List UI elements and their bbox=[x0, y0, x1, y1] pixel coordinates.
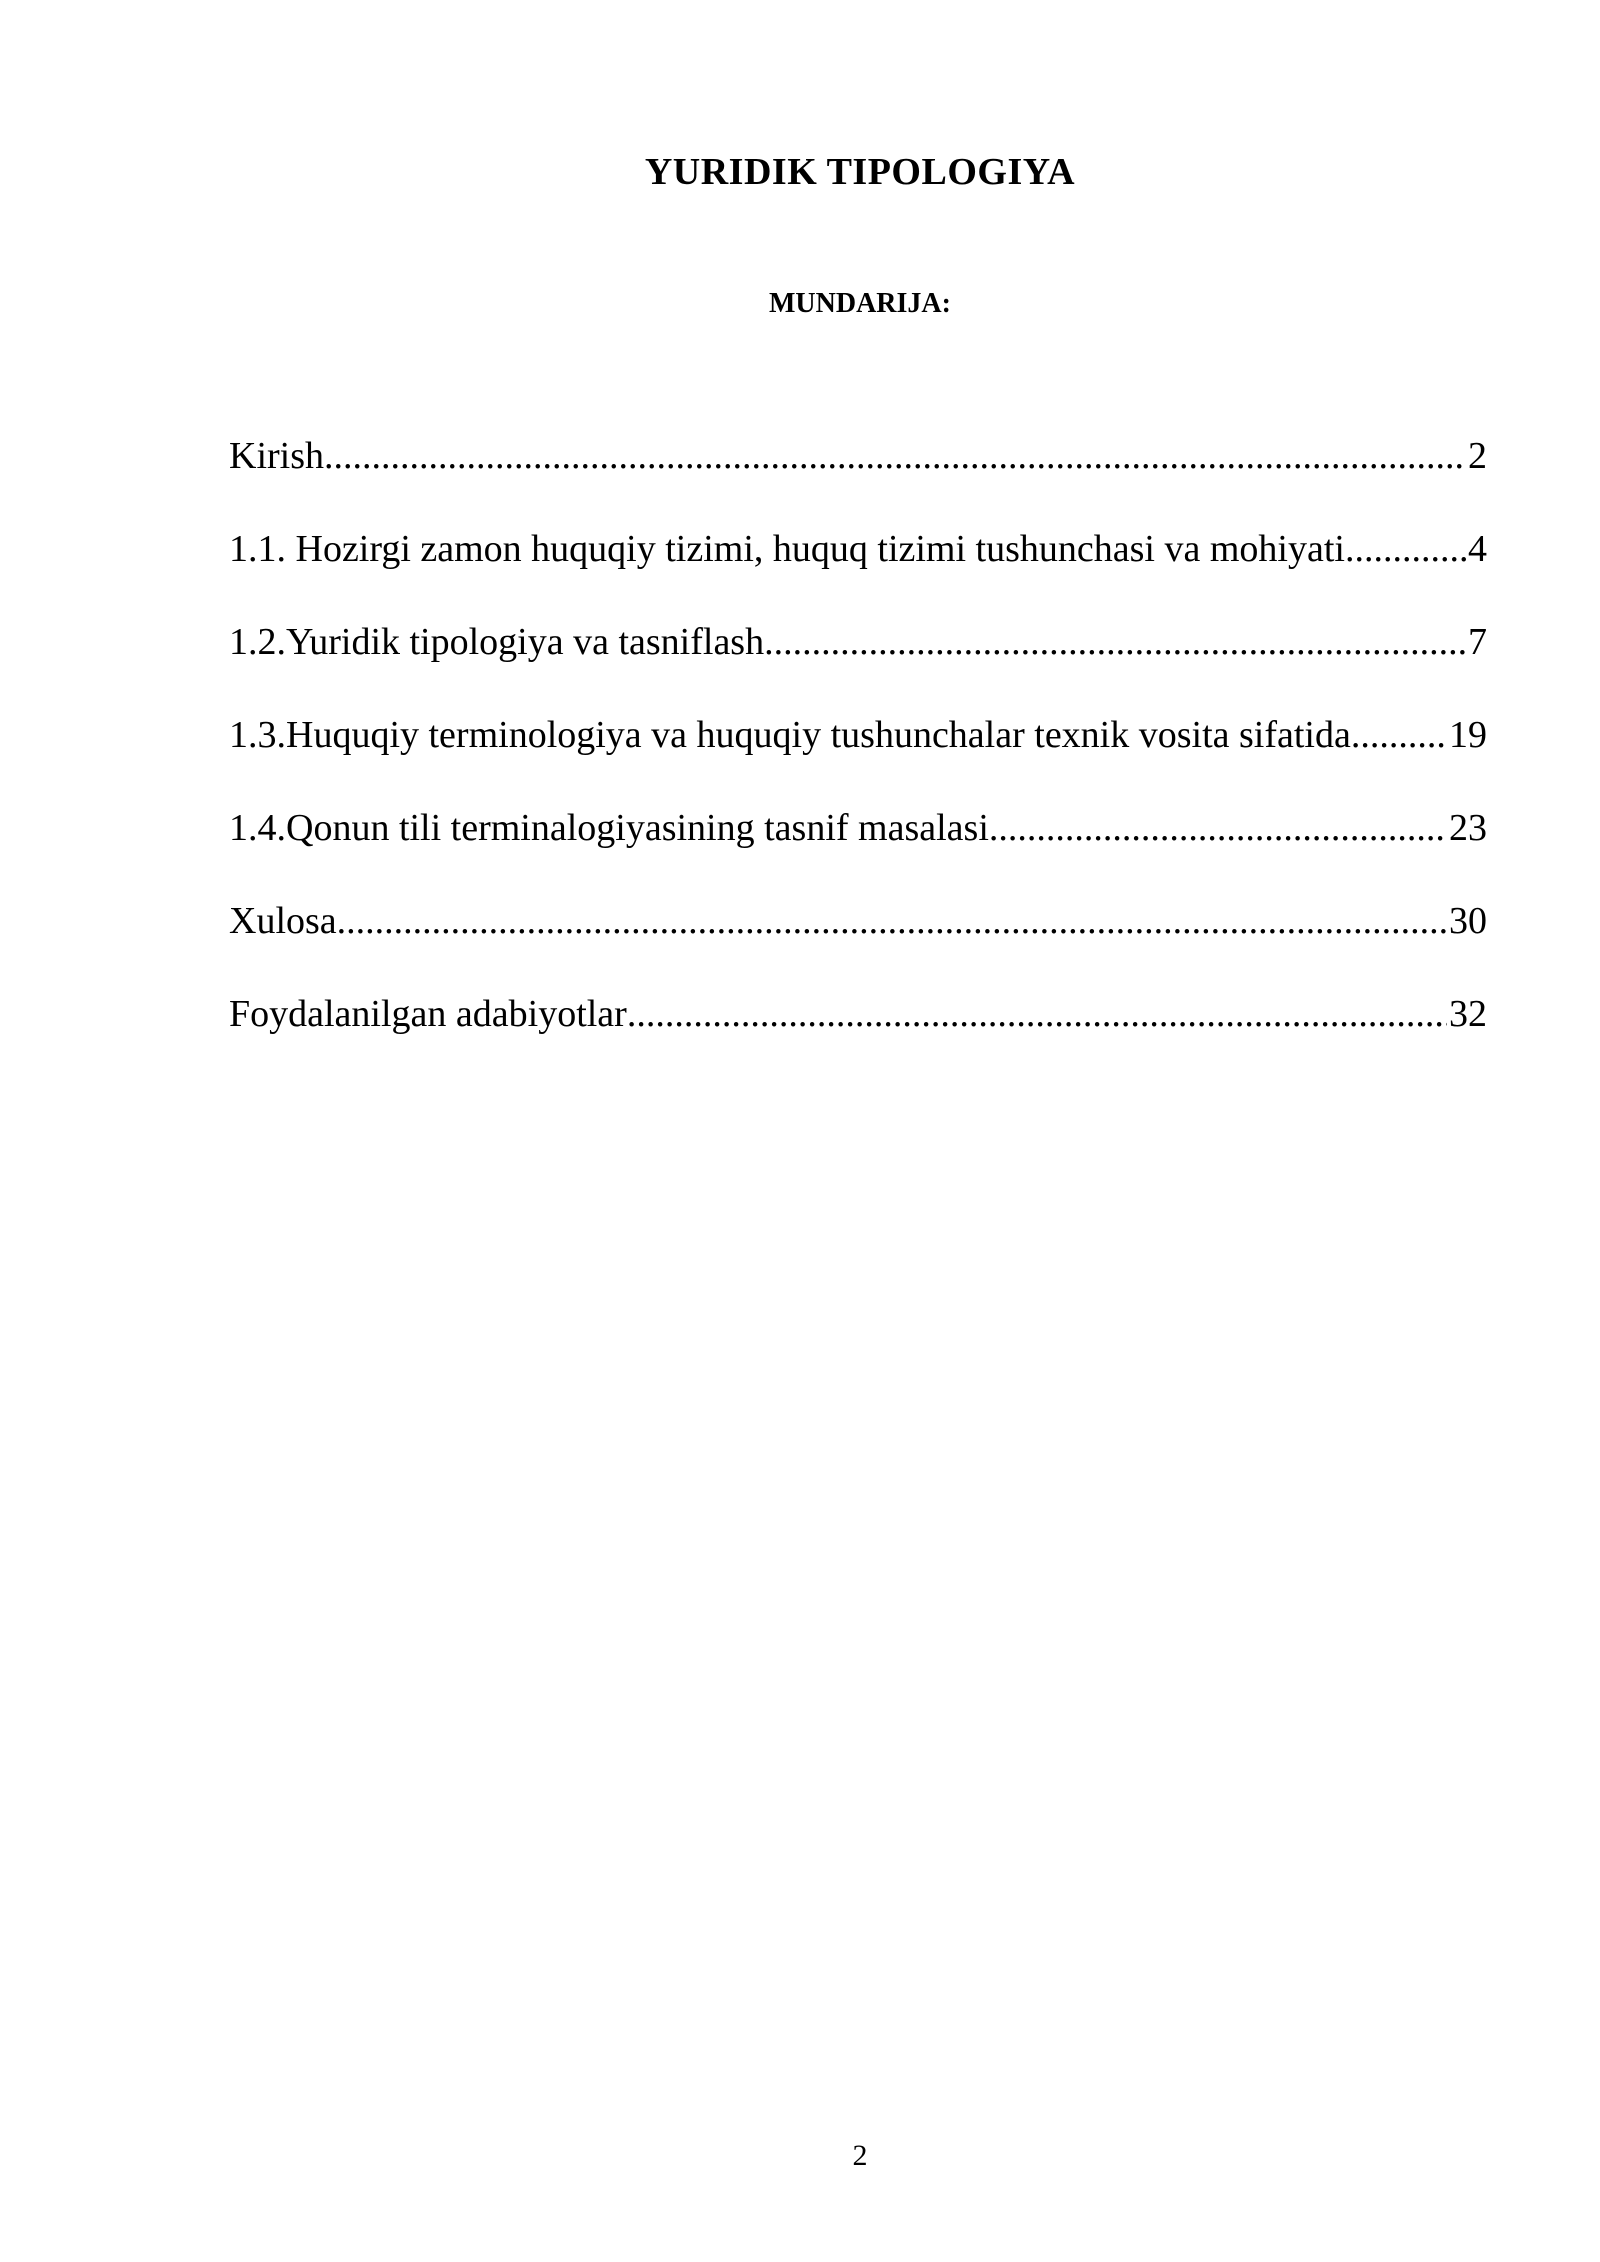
toc-entry-1-4[interactable] bbox=[229, 800, 1487, 893]
toc-entry-page-number: 23 bbox=[1449, 807, 1487, 849]
page-number: 2 bbox=[852, 2139, 868, 2172]
dot-leader bbox=[337, 893, 1447, 949]
toc-entry-page-number: 7 bbox=[1468, 621, 1487, 663]
toc-entry-title: 1.4.Qonun tili terminalogiyasining tasnif masalasi bbox=[229, 807, 989, 849]
table-of-contents bbox=[229, 428, 1487, 1079]
toc-entry-title: 1.2.Yuridik tipologiya va tasniflash bbox=[229, 621, 765, 663]
dot-leader bbox=[764, 614, 1466, 670]
toc-entry-adabiyotlar[interactable] bbox=[229, 986, 1487, 1079]
document-title: YURIDIK TIPOLOGIYA bbox=[644, 151, 1076, 193]
toc-entry-title: Kirish bbox=[229, 435, 324, 477]
dot-leader bbox=[989, 800, 1447, 856]
dot-leader bbox=[627, 986, 1447, 1042]
toc-entry-1-3[interactable] bbox=[229, 707, 1487, 800]
toc-entry-page-number: 4 bbox=[1468, 528, 1487, 570]
toc-entry-title: 1.3.Huquqiy terminologiya va huquqiy tushunchalar texnik vosita sifatida. bbox=[229, 714, 1361, 756]
toc-entry-1-2[interactable] bbox=[229, 614, 1487, 707]
dot-leader bbox=[1360, 707, 1447, 763]
toc-entry-page-number: 2 bbox=[1468, 435, 1487, 477]
toc-entry-title: Foydalanilgan adabiyotlar bbox=[229, 993, 627, 1035]
toc-entry-page-number: 32 bbox=[1449, 993, 1487, 1035]
dot-leader bbox=[324, 428, 1466, 484]
toc-heading: MUNDARIJA: bbox=[769, 288, 951, 319]
dot-leader bbox=[1345, 521, 1466, 577]
toc-entry-xulosa[interactable] bbox=[229, 893, 1487, 986]
toc-entry-kirish[interactable] bbox=[229, 428, 1487, 521]
toc-entry-page-number: 30 bbox=[1449, 900, 1487, 942]
toc-entry-1-1[interactable] bbox=[229, 521, 1487, 614]
toc-entry-title: Xulosa bbox=[229, 900, 337, 942]
toc-entry-page-number: 19 bbox=[1449, 714, 1487, 756]
toc-entry-title: 1.1. Hozirgi zamon huquqiy tizimi, huquq tizimi tushunchasi va mohiyati bbox=[229, 528, 1345, 570]
